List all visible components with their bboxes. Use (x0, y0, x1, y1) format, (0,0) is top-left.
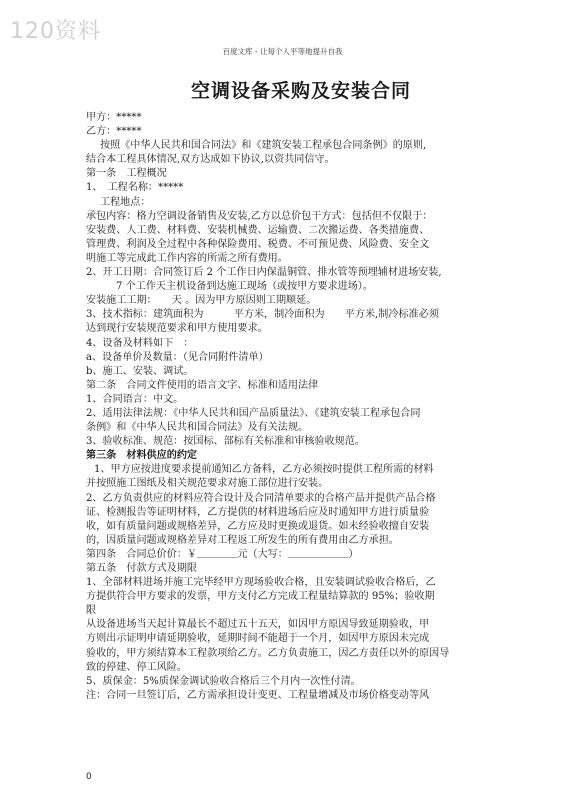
page-number: 0 (86, 772, 92, 782)
document-line: 安装施工工期： 天 。因为甲方原因则工期顺延。 (86, 295, 317, 307)
document-line: 方则出示证明申请延期验收，延期时间不能超于一个月，如因甲方原因未完成 (86, 633, 430, 645)
document-line: 第三条 材料供应的约定 (86, 450, 198, 462)
document-line: 3、技术指标：建筑面积为 平方米，制冷面积为 平方米,制冷标准必须 (86, 309, 439, 321)
document-line: 1、全部材料进场并施工完毕经甲方现场验收合格，且安装调试验收合格后，乙 (86, 577, 436, 589)
document-line: 条例》和《中华人民共和国合同法》及有关法规。 (86, 422, 309, 434)
document-line: 限 (86, 605, 97, 617)
document-line: 2、适用法律法规：《中华人民共和国产品质量法》、《建筑安装工程承包合同 (86, 407, 421, 419)
document-line: 乙方：***** (86, 126, 142, 138)
watermark-logo: 120资料 (10, 19, 101, 44)
document-line: a、设备单价及数量：（见合同附件清单） (86, 351, 269, 363)
document-line: 证、检测报告等证明材料，乙方提供的材料进场后应及时通知甲方进行质量验 (86, 506, 430, 518)
document-lines (86, 111, 516, 703)
document-line: 从设备进场当天起计算最长不超过五十五天，如因甲方原因导致延期验收，甲 (86, 619, 430, 631)
document-line: 方提供符合甲方要求的发票，甲方支付乙方完成工程量结算款的 95%；验收期 (86, 591, 435, 603)
document-line: b、施工、安装、调试。 (86, 365, 194, 377)
document-line: 第一条 工程概况 (86, 168, 167, 180)
document-line: 甲方：***** (86, 112, 142, 123)
document-line: 的，因质量问题或规格差异对工程返工所发生的所有费用由乙方承担。 (86, 534, 399, 546)
document-line: 达到现行安装规范要求和甲方使用要求。 (86, 323, 268, 335)
document-line: 第五条 付款方式及期限 (86, 563, 198, 574)
document-line: 承包内容：格力空调设备销售及安装,乙方以总价包干方式：包括但不仅限于： (86, 210, 433, 222)
document-body (86, 66, 516, 703)
document-line: 按照《中华人民共和国合同法》和《建筑安装工程承包合同条例》的原则, (100, 140, 427, 152)
document-line: 明施工等完成此工作内容的所需之所有费用。 (86, 252, 288, 264)
document-line: 管理费、利润及全过程中各种保险费用、税费、不可预见费、风险费、安全文 (86, 238, 430, 250)
document-line: 2、乙方负责供应的材料应符合设计及合同清单要求的合格产品并提供产品合格 (86, 492, 436, 504)
document-line: 第二条 合同文件使用的语言文字、标准和适用法律 (86, 379, 319, 391)
document-line: 1、甲方应按进度要求提前通知乙方备料，乙方必须按时提供工程所需的材料 (94, 464, 434, 476)
document-line: 注：合同一旦签订后，乙方需承担设计变更、工程量增减及市场价格变动等风 (86, 689, 430, 701)
document-line: 1、 工程名称：***** (86, 182, 184, 194)
document-line: 3、验收标准、规范：按国标、部标有关标准和审核验收规范。 (86, 436, 365, 448)
document-line: 验收的，甲方须结算本工程款项给乙方。乙方负责施工，因乙方责任以外的原因导 (86, 647, 450, 659)
document-line: 4、设备及材料如下 ： (86, 337, 194, 349)
document-line: 安装费、人工费、材料费、安装机械费、运输费、二次搬运费、各类措施费、 (86, 224, 430, 236)
document-line: 1、合同语言：中文。 (86, 393, 184, 405)
document-line: 工程地点： (100, 196, 151, 208)
document-line: 2、开工日期：合同签订后 2 个工作日内保温铜管、排水管等预埋辅材进场安装, (86, 267, 442, 279)
document-line: 收，如有质量问题或规格差异，乙方应及时更换或退货。如未经验收擅自安装 (86, 520, 430, 532)
document-title: 空调设备采购及安装合同 (190, 80, 411, 102)
header-note: 百度文库 - 让每个人平等地提升自我 (222, 47, 343, 56)
document-line: 第四条 合同总价价：￥＿＿＿＿元（大写：＿＿＿＿＿＿） (86, 548, 359, 560)
document-line: 5、质保金：5%质保金调试验收合格后三个月内一次性付清。 (86, 675, 361, 687)
document-line: 致的停建、停工风险。 (86, 661, 187, 673)
document-line: 并按照施工图纸及相关规范要求对施工部位进行安装。 (86, 478, 329, 490)
document-line: 结合本工程具体情况,双方达成如下协议,以资共同信守。 (86, 154, 335, 166)
document-line: 7 个工作天主机设备到达施工现场（或按甲方要求进场）。 (116, 281, 373, 293)
